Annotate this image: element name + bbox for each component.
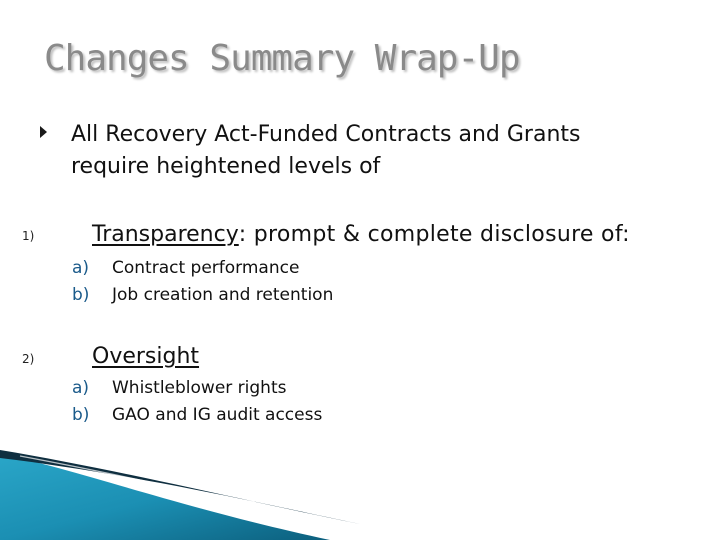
subitem-letter: b) xyxy=(72,405,90,425)
decorative-swoosh xyxy=(0,440,720,540)
slide-title: Changes Summary Wrap-Up xyxy=(44,38,520,79)
subitem-text: Whistleblower rights xyxy=(112,378,287,398)
item-heading-term: Transparency xyxy=(92,222,239,247)
subitem-text: Contract performance xyxy=(112,258,300,278)
subitem-text: Job creation and retention xyxy=(112,285,334,305)
subitem-text: GAO and IG audit access xyxy=(112,405,323,425)
item-heading-term: Oversight xyxy=(92,344,200,369)
item-number: 2) xyxy=(22,352,35,366)
swoosh-teal-shape xyxy=(0,454,330,540)
subitem-letter: a) xyxy=(72,258,90,278)
item-heading xyxy=(92,222,630,247)
item-heading-rest: : prompt & complete disclosure of: xyxy=(238,222,630,247)
main-bullet-text: All Recovery Act-Funded Contracts and Grants require heightened levels of xyxy=(71,122,581,179)
subitem-letter: a) xyxy=(72,378,90,398)
item-number: 1) xyxy=(22,229,35,243)
triangle-bullet-icon xyxy=(40,126,47,138)
item-heading xyxy=(92,344,199,369)
subitem-letter: b) xyxy=(72,285,90,305)
